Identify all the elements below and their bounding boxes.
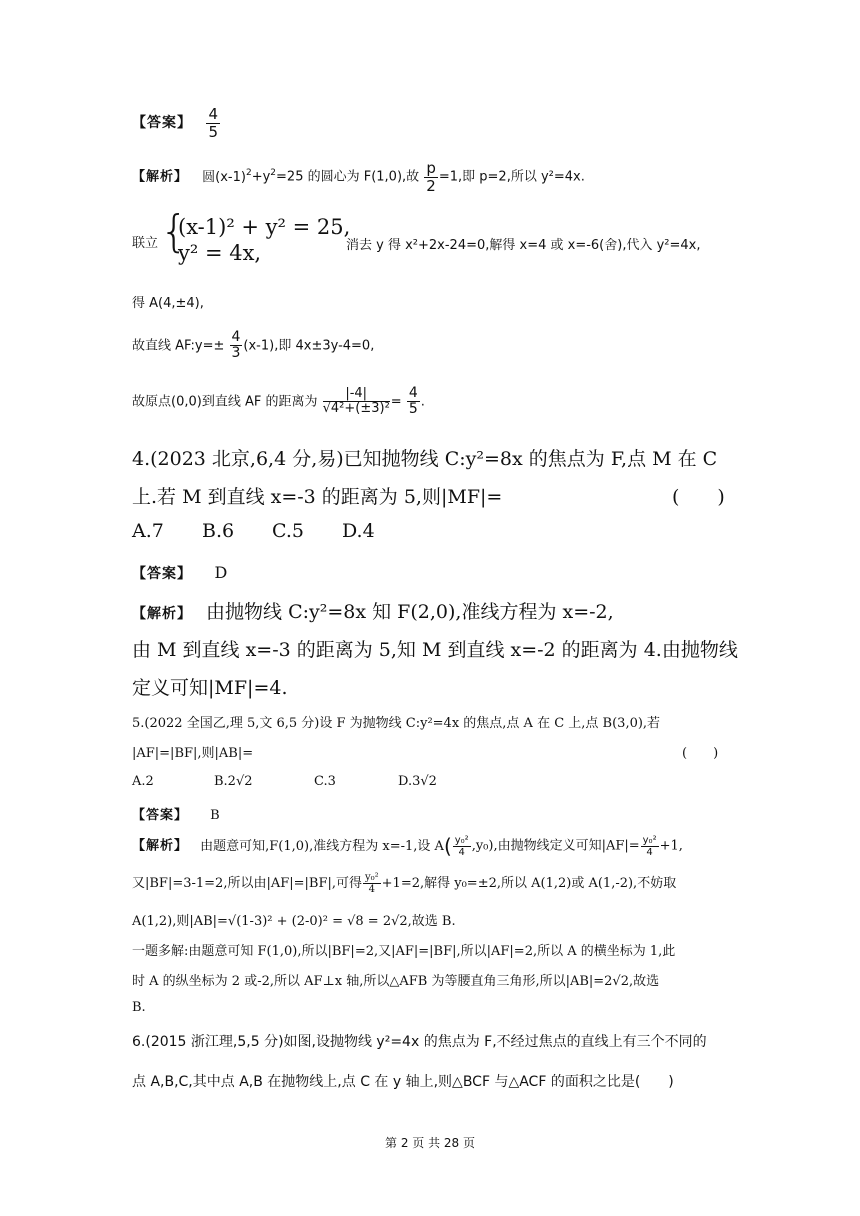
q5-method-line-2: 时 A 的纵坐标为 2 或-2,所以 AF⊥x 轴,所以△AFB 为等腰直角三角形,所以|AB|=2√2,故选 (132, 974, 660, 989)
answer-label: 【答案】 (132, 808, 189, 823)
q5-method-line-1: 一题多解:由题意可知 F(1,0),所以|BF|=2,又|AF|=|BF|,所以|AF|=2,所以 A 的横坐标为 1,此 (132, 944, 676, 959)
q4-option-c: C.5 (272, 520, 304, 542)
answer-fraction: $\frac{4}{5}$ (208, 105, 218, 141)
q5-stem-line-2: |AF|=|BF|,则|AB|= (132, 746, 254, 761)
prev-analysis-line-5: 故原点(0,0)到直线 AF 的距离为 $\frac{|-4|}{\text{√4²+(±3)²}}$ = $\frac{4}{5}$ . (132, 385, 425, 418)
q4-option-b: B.6 (202, 520, 235, 542)
q5-answer-line (132, 804, 220, 823)
q4-option-d: D.4 (342, 520, 375, 542)
prev-analysis-line-1: 【解析】 圆$(x-1)^2+y^2=25$ 的圆心为 F(1,0),故 $\frac{p}{2}$ =1,即 p=2,所以 y²=4x. (132, 159, 585, 195)
distance-result-fraction: $\frac{4}{5}$ (408, 385, 418, 418)
q5-options (132, 774, 437, 789)
system-equations: (x-1)² + y² = 25, y² = 4x, (178, 215, 351, 265)
q5-option-a: A.2 (132, 774, 154, 789)
q5-stem-line-1: 5.(2022 全国乙,理 5,文 6,5 分)设 F 为抛物线 C:y²=4x 的焦点,点 A 在 C 上,点 B(3,0),若 (132, 716, 661, 731)
answer-label: 【答案】 (132, 566, 192, 582)
q5-option-b: B.2√2 (214, 774, 253, 789)
q4-options (132, 520, 375, 542)
q6-stem-line-1: 6.(2015 浙江理,5,5 分)如图,设抛物线 y²=4x 的焦点为 F,不经过焦点的直线上有三个不同的 (132, 1034, 707, 1050)
prev-analysis-line-3: 得 A(4,±4), (132, 296, 204, 311)
q4-answer-line (132, 563, 227, 583)
y0-squared-over-4-fraction: $\frac{\text{y₀²}}{4}$ (454, 834, 469, 858)
prev-analysis-line-4: 故直线 AF:y=± $\frac{4}{3}$ (x-1),即 4x±3y-4=0, (132, 329, 375, 362)
q5-method-line-3: B. (132, 1000, 146, 1015)
q5-analysis-line-1: 【解析】 由题意可知,F(1,0),准线方程为 x=-1,设 A( $\frac{\text{y₀²}}{4}$ ,y₀),由抛物线定义可知|AF|= $\frac{\text{y₀²}}{4}$ +1, (132, 834, 683, 858)
q4-stem-line-1: 4.(2023 北京,6,4 分,易)已知抛物线 C:y²=8x 的焦点为 F,点 M 在 C (132, 448, 718, 470)
q4-analysis-line-1: 【解析】 由抛物线 C:y²=8x 知 F(2,0),准线方程为 x=-2, (132, 601, 614, 623)
analysis-label: 【解析】 (132, 169, 189, 185)
system-brace: { (160, 206, 188, 257)
q5-analysis-line-2: 又|BF|=3-1=2,所以由|AF|=|BF|,可得 $\frac{\text{y₀²}}{4}$ +1=2,解得 y₀=±2,所以 A(1,2)或 A(1,-2),不妨取 (132, 872, 677, 895)
q5-answer-paren: ( ) (682, 746, 719, 761)
analysis-label: 【解析】 (132, 606, 192, 622)
p-over-2-fraction: $\frac{p}{2}$ (426, 159, 436, 195)
q4-analysis-line-2: 由 M 到直线 x=-3 的距离为 5,知 M 到直线 x=-2 的距离为 4.由抛物线 (132, 639, 738, 661)
y0-squared-over-4-fraction: $\frac{\text{y₀²}}{4}$ (364, 872, 379, 895)
q5-answer-value: B (210, 808, 220, 823)
q5-option-d: D.3√2 (398, 774, 437, 789)
distance-fraction: $\frac{|-4|}{\text{√4²+(±3)²}}$ (322, 386, 390, 417)
system-rest: 消去 y 得 x²+2x-24=0,解得 x=4 或 x=-6(舍),代入 y²=4x, (346, 238, 701, 253)
analysis-label: 【解析】 (132, 838, 189, 854)
prev-answer-line (132, 106, 221, 140)
q4-analysis-line-3: 定义可知|MF|=4. (132, 677, 288, 699)
system-label: 联立 (132, 236, 159, 251)
q6-stem-line-2: 点 A,B,C,其中点 A,B 在抛物线上,点 C 在 y 轴上,则△BCF 与△ACF 的面积之比是( ) (132, 1074, 674, 1090)
answer-label: 【答案】 (132, 115, 192, 131)
q5-analysis-line-3: A(1,2),则|AB|=√(1-3)² + (2-0)² = √8 = 2√2,故选 B. (132, 914, 456, 929)
q4-stem-line-2: 上.若 M 到直线 x=-3 的距离为 5,则|MF|= (132, 486, 503, 508)
q4-option-a: A.7 (132, 520, 164, 542)
y0-squared-over-4-fraction: $\frac{\text{y₀²}}{4}$ (642, 834, 657, 858)
q4-answer-value: D (214, 563, 228, 582)
page-footer: 第 2 页 共 28 页 (385, 1136, 475, 1150)
q5-option-c: C.3 (314, 774, 336, 789)
q4-answer-paren: ( ) (672, 486, 725, 508)
four-thirds-fraction: $\frac{4}{3}$ (231, 329, 241, 362)
